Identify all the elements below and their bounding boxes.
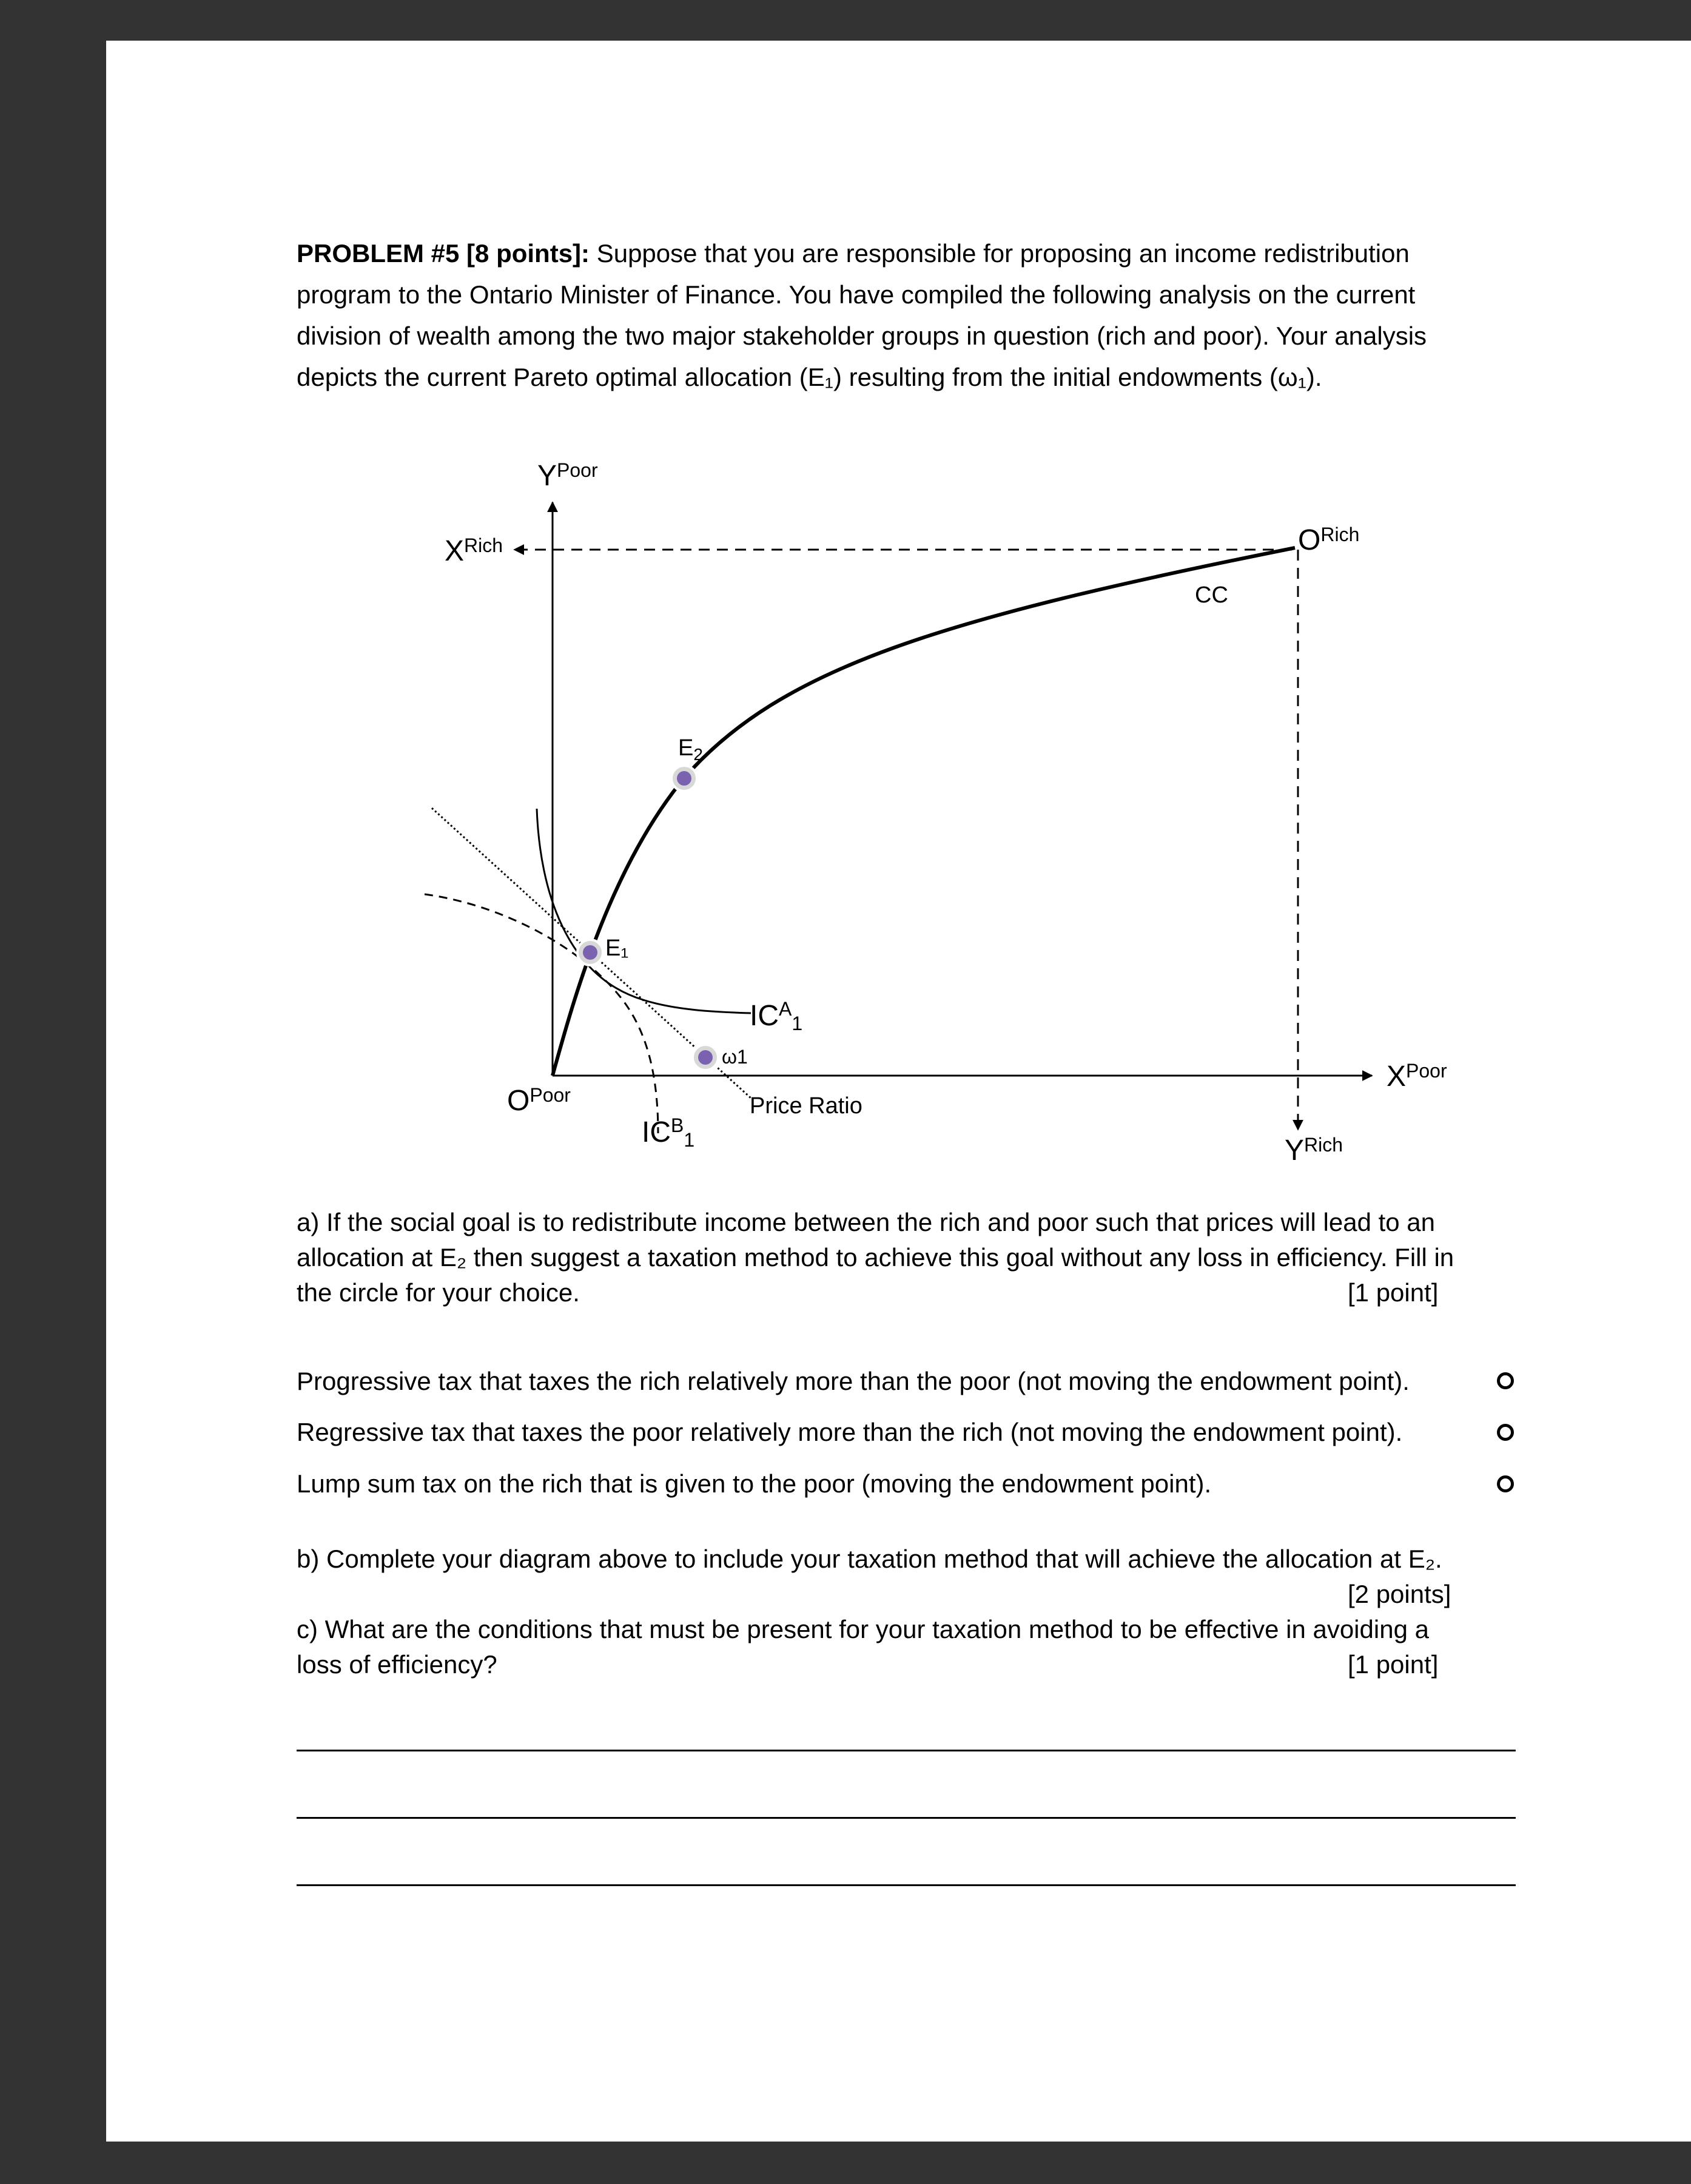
- question-a-line: allocation at E₂ then suggest a taxation method to achieve this goal without any loss in efficiency. Fill in: [297, 1243, 1454, 1272]
- y-rich-label: $Y^{Rich}$: [1285, 1134, 1343, 1167]
- e1-label: E₁: [605, 935, 629, 961]
- question-c-line: loss of efficiency?: [297, 1650, 497, 1679]
- option-lump-sum-radio[interactable]: [1497, 1475, 1514, 1492]
- x-rich-label: $X^{Rich}$: [445, 534, 503, 567]
- option-regressive-label: Regressive tax that taxes the poor relatively more than the rich (not moving the endowment point).: [297, 1418, 1403, 1446]
- o-rich-label: $O^{Rich}$: [1298, 524, 1360, 556]
- x-poor-label: $X^{Poor}$: [1387, 1060, 1447, 1093]
- omega1-label: ω1: [722, 1046, 748, 1068]
- y-poor-label: $Y^{Poor}$: [537, 459, 598, 492]
- option-progressive-label: Progressive tax that taxes the rich relatively more than the poor (not moving the endowment point).: [297, 1367, 1410, 1395]
- answer-line[interactable]: [297, 1884, 1516, 1886]
- o-poor-label: $O^{Poor}$: [507, 1084, 571, 1117]
- option-lump-sum-label: Lump sum tax on the rich that is given to the poor (moving the endowment point).: [297, 1469, 1212, 1498]
- intro-line: division of wealth among the two major stakeholder groups in question (rich and poor). Your analysis: [297, 322, 1427, 350]
- intro-line: program to the Ontario Minister of Finance. You have compiled the following analysis on the current: [297, 280, 1416, 309]
- point-e1: [577, 940, 603, 965]
- question-a-points: [1 point]: [1348, 1278, 1439, 1307]
- problem-heading: PROBLEM #5 [8 points]:: [297, 239, 590, 268]
- intro-line: Suppose that you are responsible for proposing an income redistribution: [596, 239, 1410, 268]
- question-b-line: b) Complete your diagram above to include your taxation method that will achieve the allocation at E₂.: [297, 1545, 1442, 1573]
- option-regressive-radio[interactable]: [1497, 1424, 1514, 1441]
- ica1-label: $IC^A_1$: [750, 998, 803, 1034]
- answer-line[interactable]: [297, 1750, 1516, 1751]
- intro-line: depicts the current Pareto optimal allocation (E₁) resulting from the initial endowments (ω₁).: [297, 363, 1322, 391]
- icb1-label: $IC^B_1$: [642, 1114, 695, 1151]
- cc-label: CC: [1195, 582, 1228, 608]
- question-b-points: [2 points]: [1348, 1580, 1451, 1608]
- e2-label: $E_2$: [678, 735, 703, 764]
- price-ratio-label: Price Ratio: [750, 1093, 862, 1119]
- option-progressive-radio[interactable]: [1497, 1372, 1514, 1389]
- question-a-line: a) If the social goal is to redistribute income between the rich and poor such that prices will lead to an: [297, 1208, 1436, 1236]
- question-c-line: c) What are the conditions that must be present for your taxation method to be effective in avoiding a: [297, 1615, 1429, 1643]
- contract-curve: [553, 548, 1295, 1076]
- question-c-points: [1 point]: [1348, 1650, 1439, 1679]
- question-a-line: the circle for your choice.: [297, 1278, 580, 1307]
- answer-line[interactable]: [297, 1817, 1516, 1819]
- point-omega1: [693, 1045, 718, 1070]
- point-e2: [671, 766, 697, 791]
